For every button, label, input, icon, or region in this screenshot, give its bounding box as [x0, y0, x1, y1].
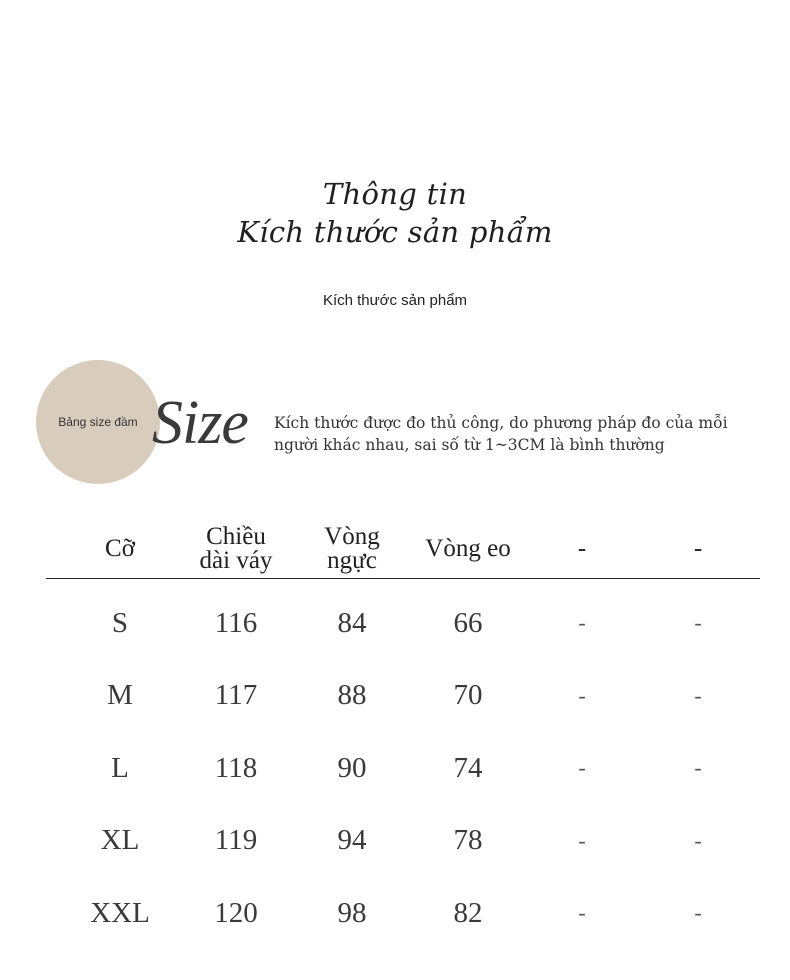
- cell-length: 117: [214, 679, 258, 712]
- cell-bust: 88: [337, 679, 367, 712]
- header-size: Cỡ: [105, 535, 135, 562]
- cell-length: 118: [214, 751, 258, 784]
- size-chart-badge: [36, 360, 160, 484]
- cell-extra-1: -: [578, 610, 586, 636]
- page-title-line1: Thông tin: [322, 177, 468, 211]
- header-extra-1: -: [577, 535, 587, 562]
- cell-size: S: [111, 606, 129, 639]
- page-title-line2: Kích thước sản phẩm: [237, 215, 553, 249]
- page-subtitle: Kích thước sản phẩm: [322, 292, 468, 309]
- cell-length: 120: [214, 896, 258, 929]
- cell-waist: 74: [453, 751, 483, 784]
- header-bust: Vòng ngực: [324, 523, 380, 574]
- table-row: [46, 877, 760, 950]
- cell-size: XL: [100, 824, 140, 857]
- size-heading: Size: [152, 389, 248, 457]
- cell-extra-1: -: [578, 682, 586, 708]
- table-header-row: [46, 520, 760, 579]
- cell-extra-2: -: [694, 900, 702, 926]
- cell-bust: 84: [337, 606, 367, 639]
- cell-waist: 82: [453, 896, 483, 929]
- cell-length: 119: [214, 824, 258, 857]
- cell-extra-1: -: [578, 900, 586, 926]
- cell-waist: 78: [453, 824, 483, 857]
- header-waist: Vòng eo: [425, 535, 511, 562]
- badge-label: Bảng size đầm: [58, 415, 138, 429]
- cell-extra-2: -: [694, 682, 702, 708]
- cell-length: 116: [214, 606, 258, 639]
- cell-waist: 66: [453, 606, 483, 639]
- cell-bust: 90: [337, 751, 367, 784]
- cell-extra-1: -: [578, 755, 586, 781]
- size-table: [46, 520, 760, 950]
- table-row: [46, 660, 760, 733]
- table-row: [46, 587, 760, 660]
- cell-waist: 70: [453, 679, 483, 712]
- cell-extra-2: -: [694, 755, 702, 781]
- cell-bust: 94: [337, 824, 367, 857]
- cell-size: M: [107, 679, 133, 712]
- header-extra-2: -: [693, 535, 703, 562]
- cell-size: XXL: [90, 896, 150, 929]
- measurement-note: Kích thước được đo thủ công, do phương pháp đo của mỗi người khác nhau, sai số từ 1~3CM là bình thường: [274, 414, 728, 454]
- cell-extra-1: -: [578, 827, 586, 853]
- header-length: Chiều dài váy: [199, 523, 273, 574]
- table-row: [46, 805, 760, 878]
- table-row: [46, 732, 760, 805]
- cell-bust: 98: [337, 896, 367, 929]
- cell-extra-2: -: [694, 610, 702, 636]
- cell-size: L: [111, 751, 129, 784]
- cell-extra-2: -: [694, 827, 702, 853]
- title-block: [0, 176, 790, 250]
